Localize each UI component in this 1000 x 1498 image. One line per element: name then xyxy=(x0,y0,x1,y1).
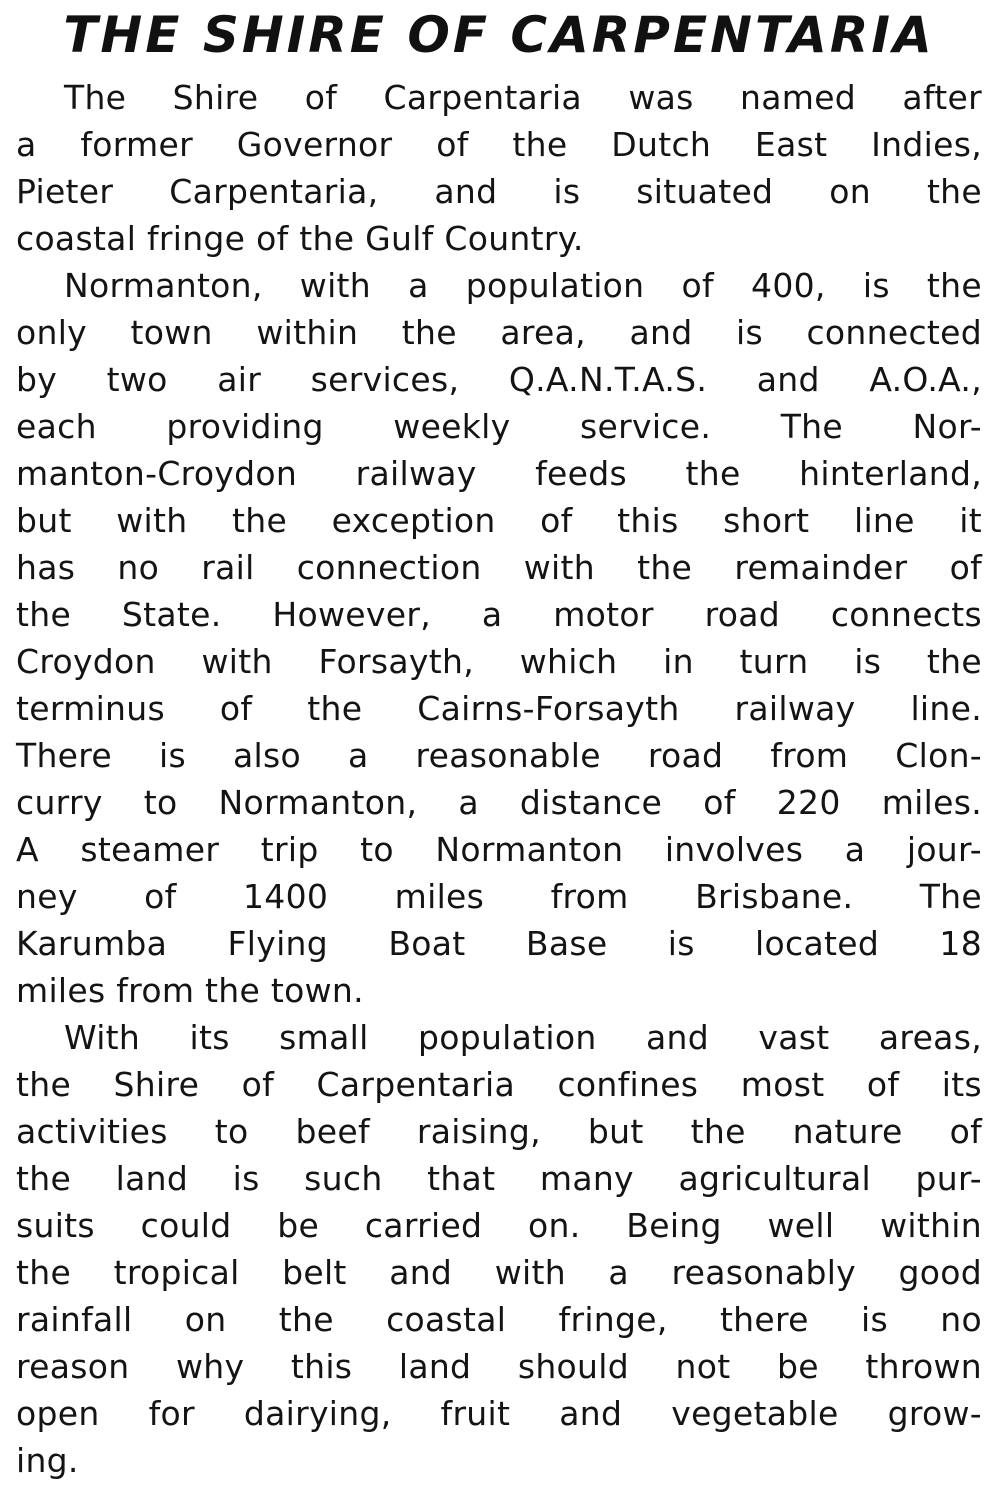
paragraph-line: activities to beef raising, but the nature of xyxy=(16,1112,982,1151)
paragraph-line: suits could be carried on. Being well within xyxy=(16,1206,982,1245)
newspaper-article xyxy=(16,0,982,1484)
article-paragraph-3 xyxy=(16,1014,982,1484)
paragraph-line: only town within the area, and is connected xyxy=(16,313,982,352)
paragraph-line: the Shire of Carpentaria confines most of its xyxy=(16,1065,982,1104)
paragraph-line: each providing weekly service. The Nor- xyxy=(16,407,982,446)
paragraph-line: terminus of the Cairns-Forsayth railway line. xyxy=(16,689,982,728)
paragraph-line: has no rail connection with the remainder of xyxy=(16,548,982,587)
paragraph-line: ney of 1400 miles from Brisbane. The xyxy=(16,877,982,916)
article-paragraph-2 xyxy=(16,262,982,1014)
paragraph-line: by two air services, Q.A.N.T.A.S. and A.O.A., xyxy=(16,360,982,399)
paragraph-line: manton-Croydon railway feeds the hinterland, xyxy=(16,454,982,493)
paragraph-line: coastal fringe of the Gulf Country. xyxy=(16,219,584,258)
paragraph-line: the tropical belt and with a reasonably good xyxy=(16,1253,982,1292)
article-paragraph-1 xyxy=(16,74,982,262)
paragraph-line: The Shire of Carpentaria was named after xyxy=(64,78,982,117)
paragraph-line: Croydon with Forsayth, which in turn is the xyxy=(16,642,982,681)
paragraph-line: but with the exception of this short line it xyxy=(16,501,982,540)
article-headline: THE SHIRE OF CARPENTARIA xyxy=(63,6,935,64)
paragraph-line: the State. However, a motor road connects xyxy=(16,595,982,634)
paragraph-line: Normanton, with a population of 400, is the xyxy=(64,266,982,305)
paragraph-line: reason why this land should not be thrown xyxy=(16,1347,982,1386)
paragraph-line: With its small population and vast areas, xyxy=(64,1018,982,1057)
paragraph-line: ing. xyxy=(16,1441,79,1480)
paragraph-line: A steamer trip to Normanton involves a jour- xyxy=(16,830,982,869)
paragraph-line: miles from the town. xyxy=(16,971,364,1010)
paragraph-line: Karumba Flying Boat Base is located 18 xyxy=(16,924,982,963)
paragraph-line: open for dairying, fruit and vegetable grow- xyxy=(16,1394,982,1433)
paragraph-line: rainfall on the coastal fringe, there is no xyxy=(16,1300,982,1339)
paragraph-line: There is also a reasonable road from Clon- xyxy=(16,736,982,775)
paragraph-line: a former Governor of the Dutch East Indies, xyxy=(16,125,982,164)
paragraph-line: Pieter Carpentaria, and is situated on the xyxy=(16,172,982,211)
paragraph-line: the land is such that many agricultural pur- xyxy=(16,1159,982,1198)
paragraph-line: curry to Normanton, a distance of 220 miles. xyxy=(16,783,982,822)
